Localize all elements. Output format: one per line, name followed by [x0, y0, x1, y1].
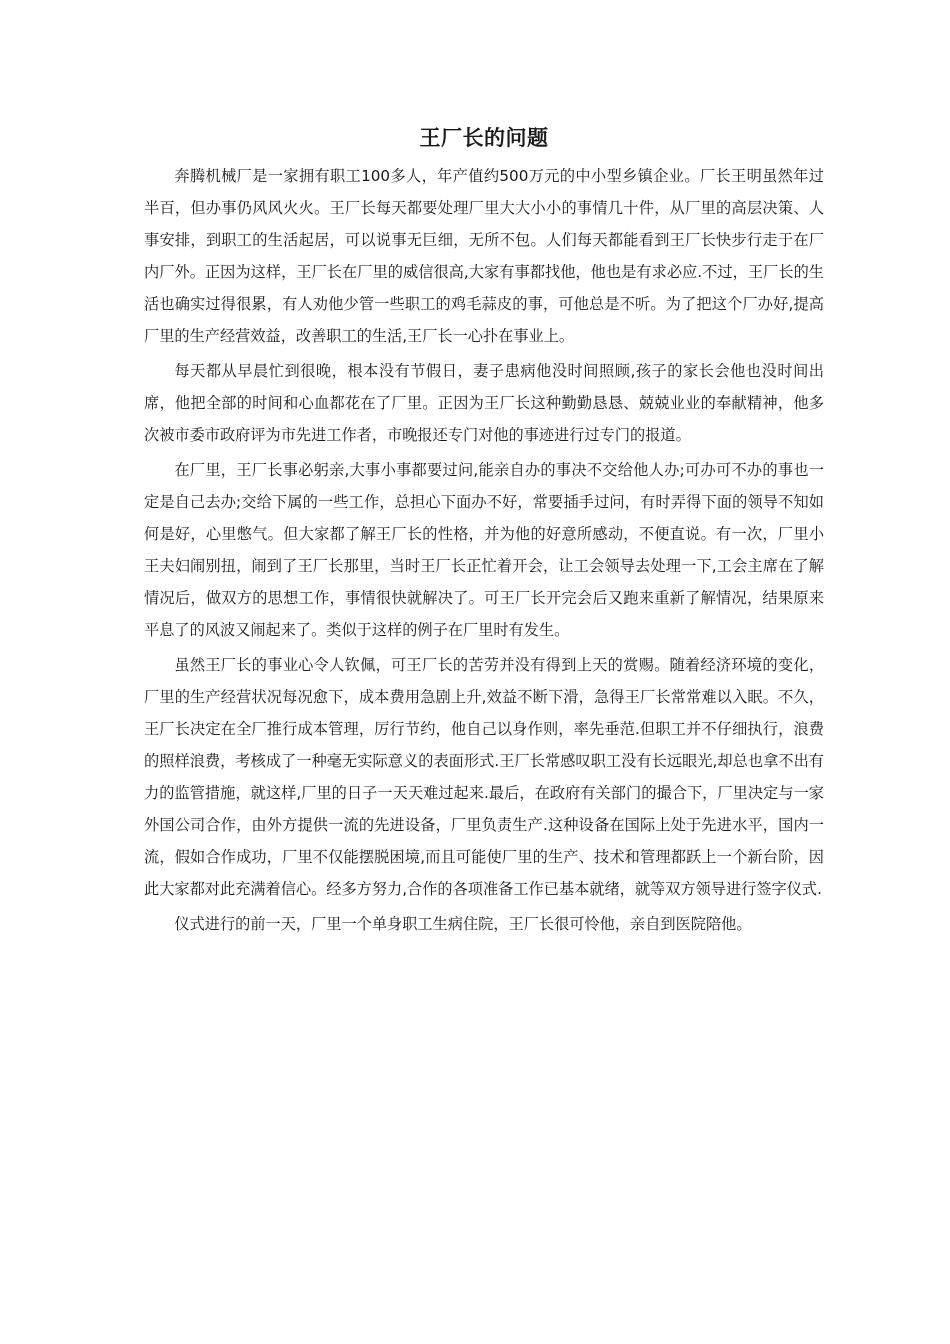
document-title: 王厂长的问题 [419, 126, 549, 150]
paragraph-4: 虽然王厂长的事业心令人钦佩，可王厂长的苦劳并没有得到上天的赏赐。随着经济环境的变化，厂里的生产经营状况每况愈下，成本费用急剧上升,效益不断下滑，急得王厂长常常难以入眠。不久，王厂长决定在全厂推行成本管理，厉行节约，他自己以身作则，率先垂范.但职工并不仔细执行，浪费的照样浪费，考核成了一种毫无实际意义的表面形式.王厂长常感叹职工没有长远眼光,却总也拿不出有力的监管措施，就这样,厂里的日子一天天难过起来.最后，在政府有关部门的撮合下，厂里决定与一家外国公司合作，由外方提供一流的先进设备，厂里负责生产.这种设备在国际上处于先进水平，国内一流，假如合作成功，厂里不仅能摆脱困境,而且可能使厂里的生产、技术和管理都跃上一个新台阶，因此大家都对此充满着信心。经多方努力,合作的各项准备工作已基本就绪，就等双方领导进行签字仪式. [144, 656, 824, 898]
paragraph-3: 在厂里，王厂长事必躬亲,大事小事都要过问,能亲自办的事决不交给他人办;可办可不办的事也一定是自己去办;交给下属的一些工作，总担心下面办不好，常要插手过问，有时弄得下面的领导不知如何是好，心里憋气。但大家都了解王厂长的性格，并为他的好意所感动，不便直说。有一次，厂里小王夫妇闹别扭，闹到了王厂长那里，当时王厂长正忙着开会，让工会领导去处理一下,工会主席在了解情况后，做双方的思想工作，事情很快就解决了。可王厂长开完会后又跑来重新了解情况，结果原来平息了的风波又闹起来了。类似于这样的例子在厂里时有发生。 [144, 461, 824, 639]
document-body [144, 118, 824, 943]
paragraph-1: 奔腾机械厂是一家拥有职工100多人，年产值约500万元的中小型乡镇企业。厂长王明虽然年过半百，但办事仍风风火火。王厂长每天都要处理厂里大大小小的事情几十件，从厂里的高层决策、人事安排，到职工的生活起居，可以说事无巨细，无所不包。人们每天都能看到王厂长快步行走于在厂内厂外。正因为这样，王厂长在厂里的威信很高,大家有事都找他，他也是有求必应.不过，王厂长的生活也确实过得很累，有人劝他少管一些职工的鸡毛蒜皮的事，可他总是不听。为了把这个厂办好,提高厂里的生产经营效益，改善职工的生活,王厂长一心扑在事业上。 [144, 167, 824, 345]
paragraph-5: 仪式进行的前一天，厂里一个单身职工生病住院，王厂长很可怜他，亲自到医院陪他。 [174, 915, 752, 933]
paragraph-2: 每天都从早晨忙到很晚，根本没有节假日，妻子患病他没时间照顾,孩子的家长会他也没时间出席，他把全部的时间和心血都花在了厂里。正因为王厂长这种勤勤恳恳、兢兢业业的奉献精神，他多次被市委市政府评为市先进工作者，市晚报还专门对他的事迹进行过专门的报道。 [144, 362, 824, 444]
